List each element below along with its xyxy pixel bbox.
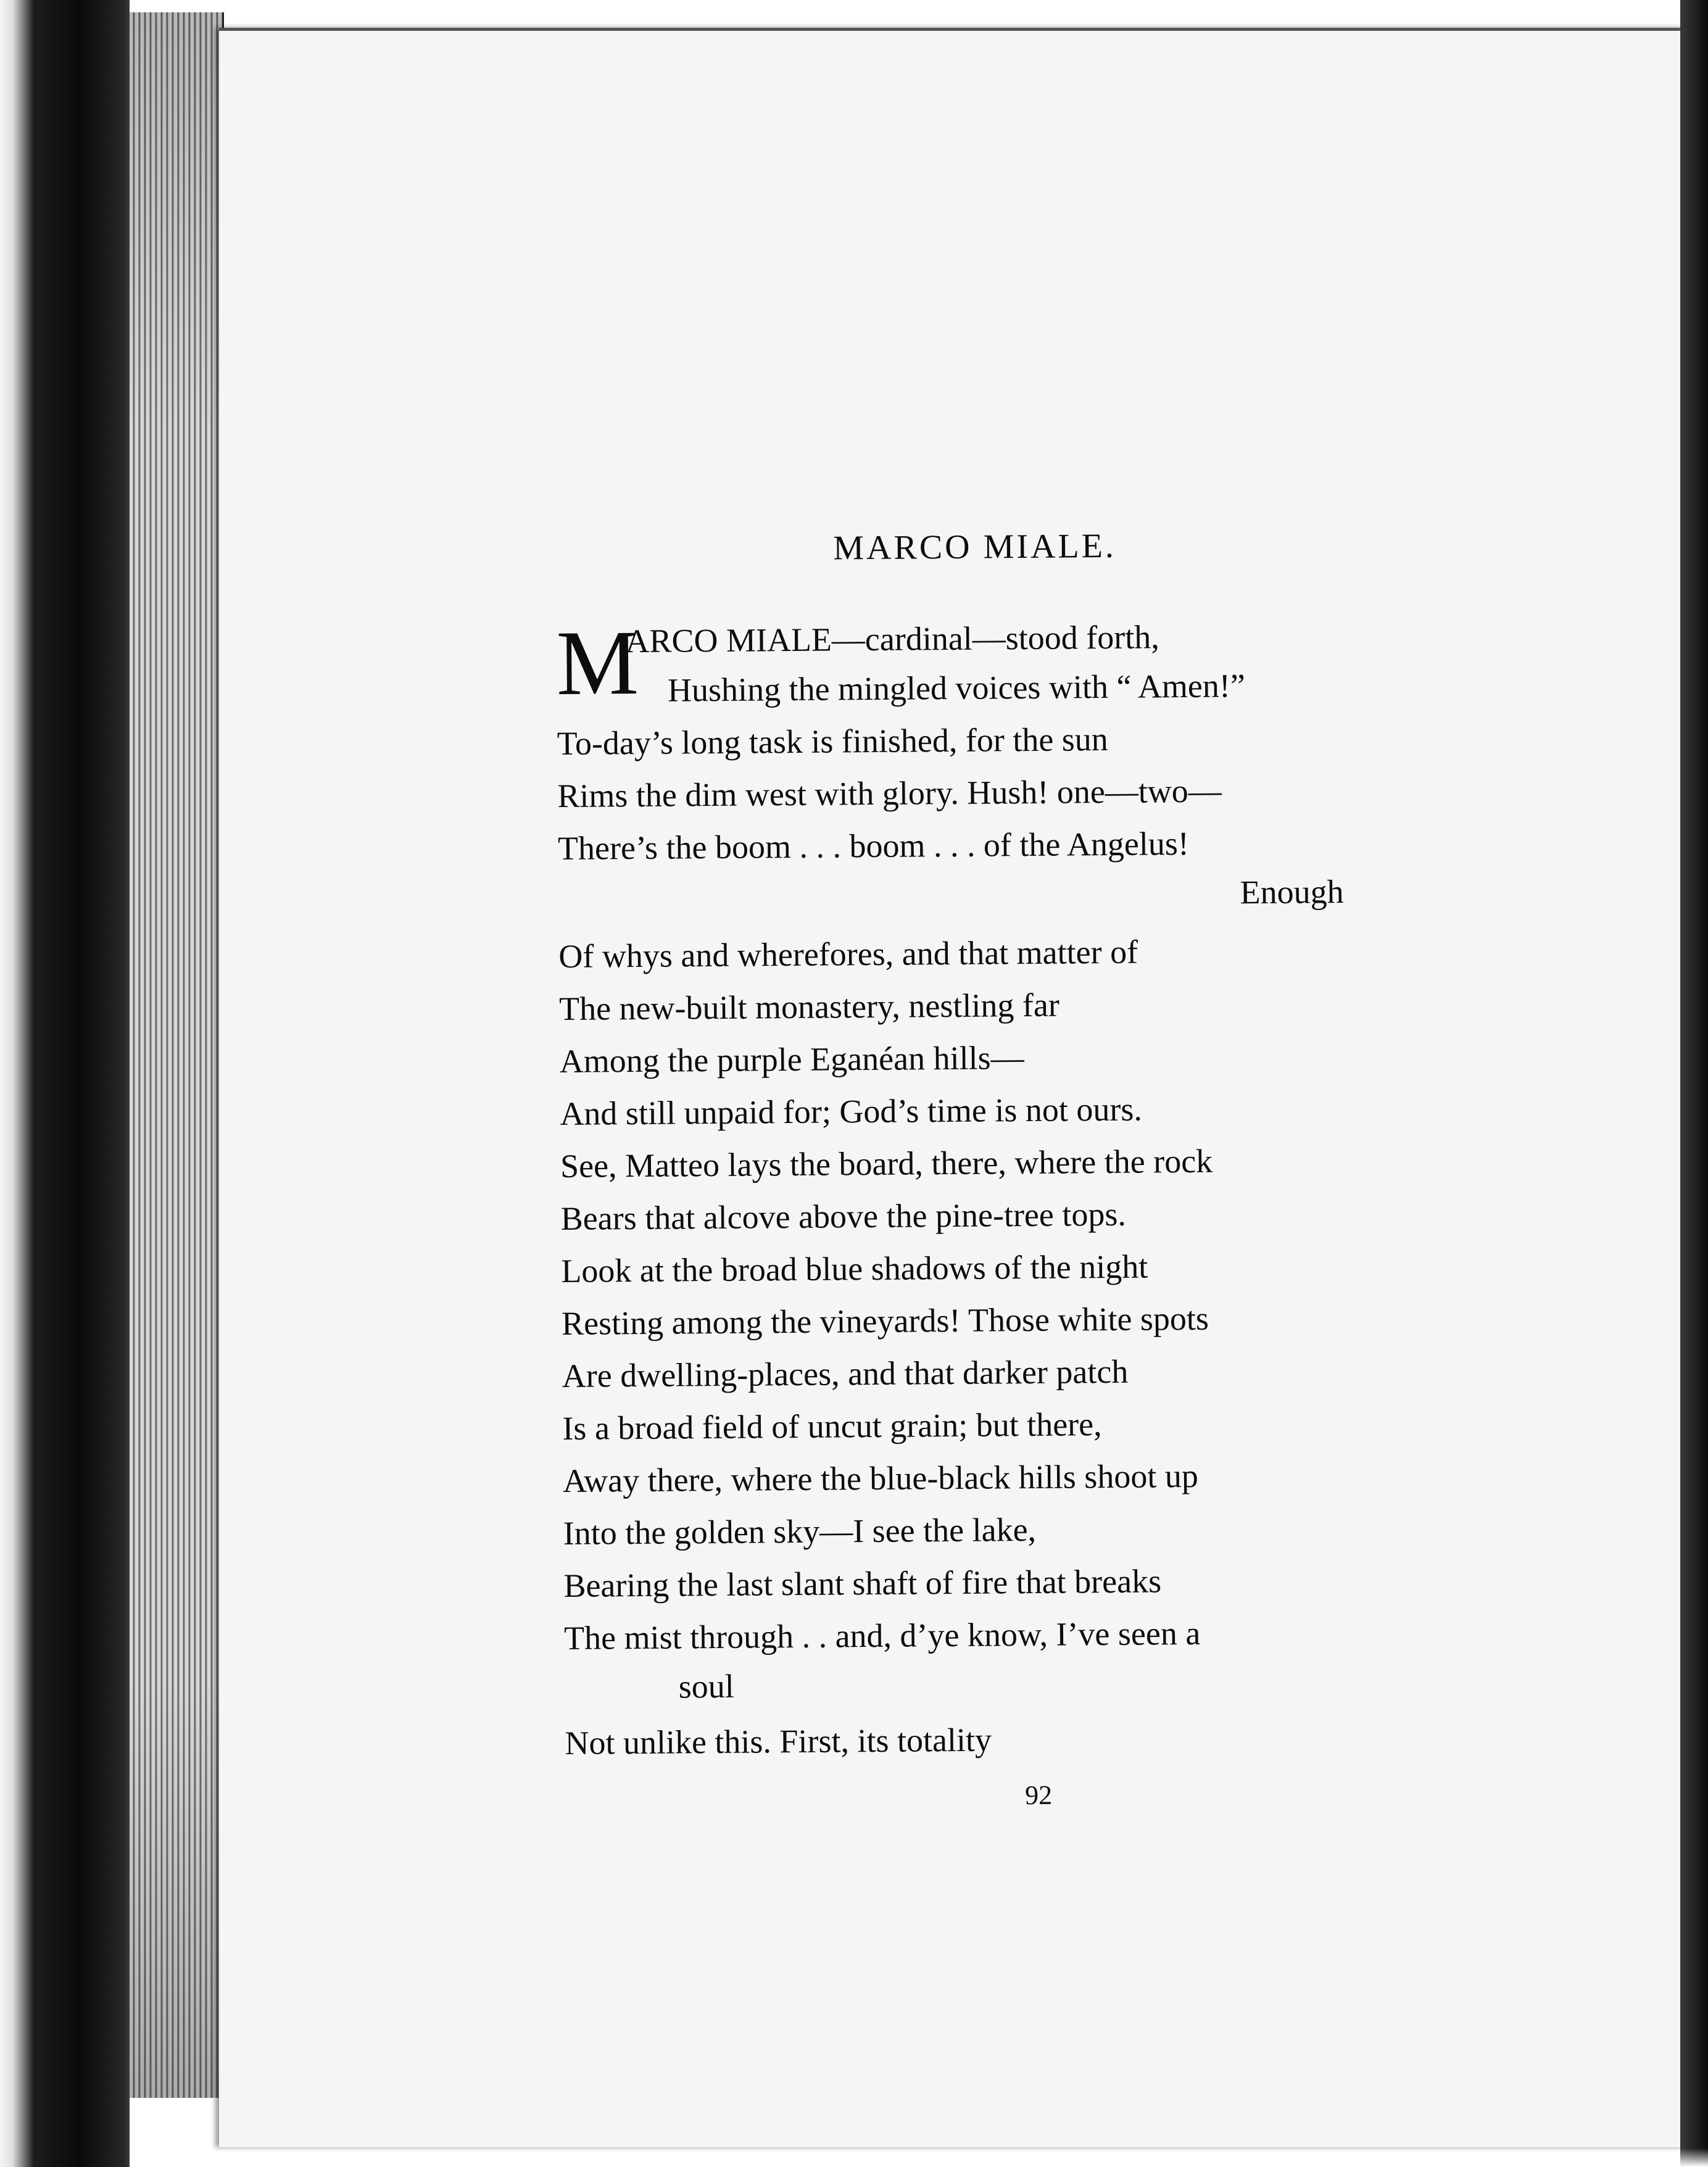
poem-line: The mist through . . and, d’ye know, I’ve seen a (563, 1614, 1201, 1657)
page-edges-shadow (130, 12, 222, 2098)
poem-line: Is a broad field of uncut grain; but there, (562, 1406, 1102, 1447)
poem-line: There’s the boom . . . boom . . . of the Angelus! (557, 824, 1190, 867)
poem-line: Not unlike this. First, its totality (565, 1721, 992, 1762)
book-binding (0, 0, 130, 2167)
poem-line: Away there, where the blue-black hills shoot up (562, 1457, 1199, 1499)
poem-line: Bears that alcove above the pine-tree tops. (560, 1195, 1127, 1237)
poem-line: ARCO MIALE—cardinal—stood forth, (625, 618, 1159, 660)
right-page-gutter (1680, 0, 1708, 2167)
bottom-margin (219, 2148, 1708, 2167)
poem-line: soul (678, 1667, 734, 1705)
poem-line: The new-built monastery, nestling far (558, 986, 1060, 1027)
poem-line: Are dwelling-places, and that darker patch (562, 1353, 1129, 1394)
poem-line: Rims the dim west with glory. Hush! one—two— (557, 772, 1222, 814)
poem-line: To-day’s long task is finished, for the sun (557, 720, 1109, 762)
poem-line: Bearing the last slant shaft of fire that breaks (563, 1562, 1162, 1604)
poem-line: See, Matteo lays the board, there, where the rock (560, 1142, 1213, 1185)
drop-cap: M (556, 611, 639, 715)
poem-line: Enough (1240, 872, 1344, 911)
book-page (219, 28, 1688, 2147)
poem-line: Among the purple Eganéan hills— (559, 1039, 1024, 1080)
poem-line: And still unpaid for; God’s time is not ours. (560, 1090, 1143, 1132)
page-number: 92 (1024, 1780, 1053, 1811)
poem-title: MARCO MIALE. (832, 526, 1117, 568)
poem-line: Resting among the vineyards! Those white spots (561, 1299, 1209, 1342)
poem-line: Of whys and wherefores, and that matter of (558, 933, 1138, 975)
poem-line: Look at the broad blue shadows of the night (561, 1248, 1148, 1290)
poem-line: Into the golden sky—I see the lake, (563, 1510, 1037, 1552)
poem-line: Hushing the mingled voices with “ Amen!” (667, 667, 1246, 709)
